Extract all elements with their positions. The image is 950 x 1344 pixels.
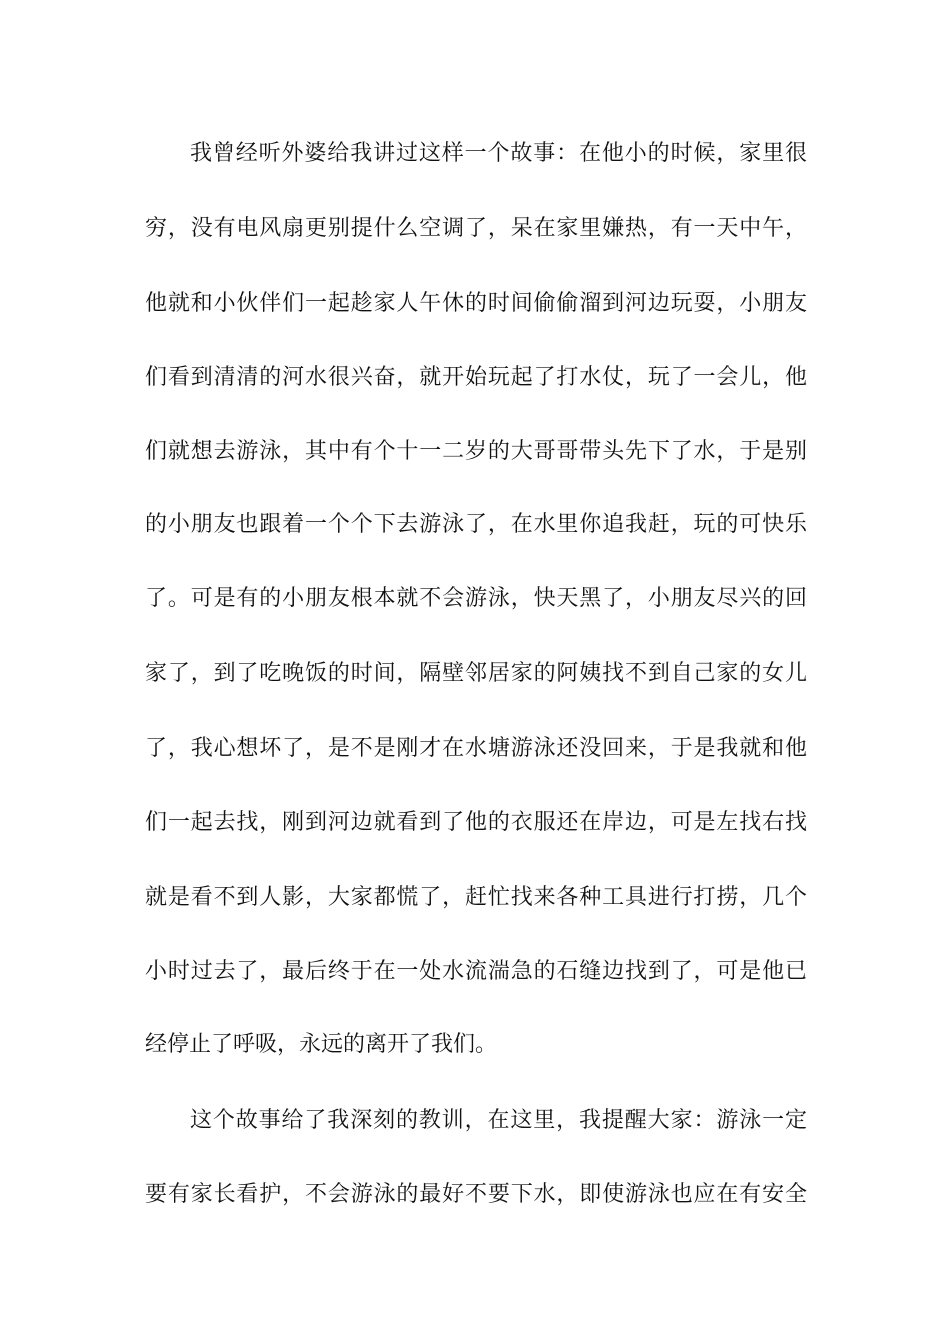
paragraph-1-line-9: 了，我心想坏了，是不是刚才在水塘游泳还没回来，于是我就和他 — [145, 736, 807, 761]
paragraph-2-line-2: 要有家长看护，不会游泳的最好不要下水，即使游泳也应在有安全 — [145, 1182, 807, 1207]
paragraph-1-line-4: 们看到清清的河水很兴奋，就开始玩起了打水仗，玩了一会儿，他 — [145, 365, 807, 390]
paragraph-1-line-8: 家了，到了吃晚饭的时间，隔壁邻居家的阿姨找不到自己家的女儿 — [145, 661, 807, 686]
paragraph-1-line-13: 经停止了呼吸，永远的离开了我们。 — [145, 1032, 498, 1057]
paragraph-1-line-12: 小时过去了，最后终于在一处水流湍急的石缝边找到了，可是他已 — [145, 959, 807, 984]
paragraph-1-line-2: 穷，没有电风扇更别提什么空调了，呆在家里嫌热，有一天中午， — [145, 216, 807, 241]
paragraph-1-line-11: 就是看不到人影，大家都慌了，赶忙找来各种工具进行打捞，几个 — [145, 885, 807, 910]
paragraph-1-line-1: 我曾经听外婆给我讲过这样一个故事：在他小的时候，家里很 — [190, 141, 807, 166]
paragraph-1-line-3: 他就和小伙伴们一起趁家人午休的时间偷偷溜到河边玩耍，小朋友 — [145, 291, 807, 316]
paragraph-1-line-7: 了。可是有的小朋友根本就不会游泳，快天黑了，小朋友尽兴的回 — [145, 586, 807, 611]
paragraph-1-line-5: 们就想去游泳，其中有个十一二岁的大哥哥带头先下了水，于是别 — [145, 439, 807, 464]
paragraph-2-line-1: 这个故事给了我深刻的教训，在这里，我提醒大家：游泳一定 — [190, 1108, 807, 1133]
paragraph-1-line-6: 的小朋友也跟着一个个下去游泳了，在水里你追我赶，玩的可快乐 — [145, 512, 807, 537]
paragraph-1-line-10: 们一起去找，刚到河边就看到了他的衣服还在岸边，可是左找右找 — [145, 810, 807, 835]
